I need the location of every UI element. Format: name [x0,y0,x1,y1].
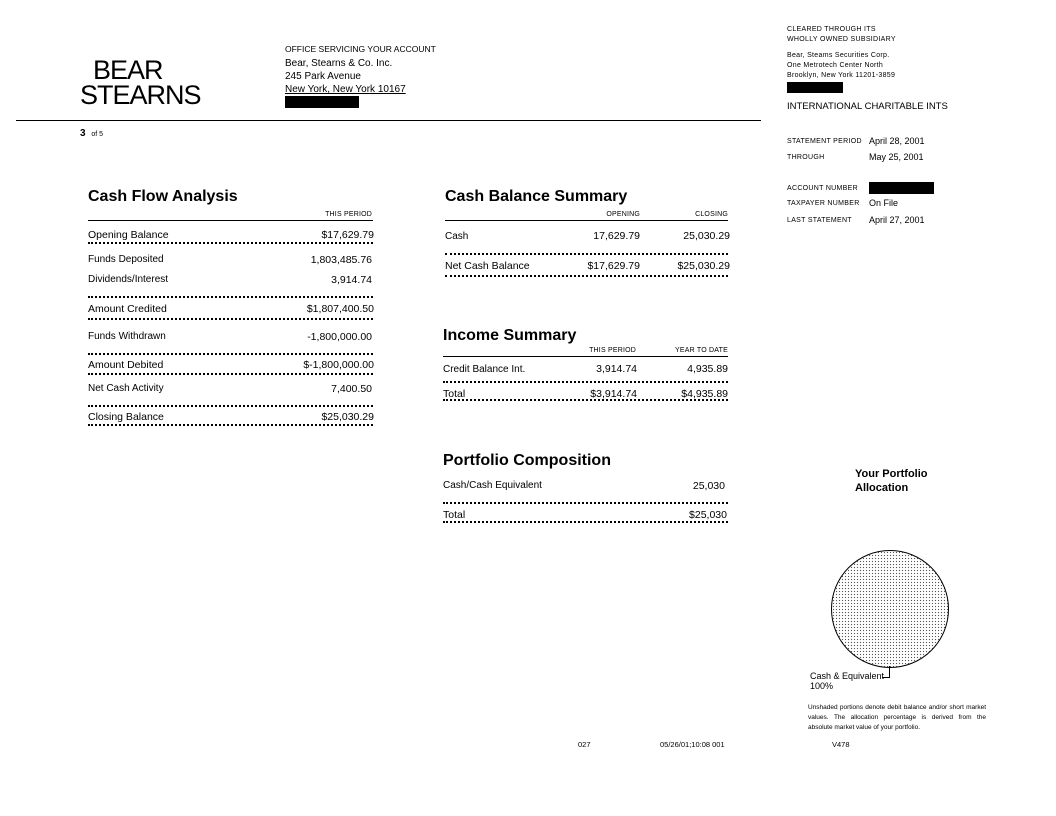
dotted-rule [88,405,373,407]
dotted-rule [445,275,728,277]
clearing-info [787,25,896,93]
page-indicator [80,128,103,139]
dotted-rule [443,502,728,504]
footer-code: 027 [578,740,591,749]
portfolio-total-label: Total [443,509,466,521]
cash-flow-title: Cash Flow Analysis [88,188,238,205]
credit-balance-int-label: Credit Balance Int. [443,364,526,375]
statement-period-label: STATEMENT PERIOD [787,138,862,145]
cash-balance-title: Cash Balance Summary [445,188,628,205]
dotted-rule [88,373,373,375]
net-cash-activity-label: Net Cash Activity [88,383,164,394]
funds-deposited-label: Funds Deposited [88,254,164,265]
page-number: 3 [80,128,86,139]
cash-balance-col-opening: OPENING [606,211,640,218]
amount-credited-label: Amount Credited [88,303,167,315]
pie-slice-name: Cash & Equivalent [810,671,885,681]
cash-equivalent-value: 25,030 [692,480,725,492]
office-city: New York, New York 10167 [285,84,406,95]
cash-balance-rule [445,220,728,221]
office-heading: OFFICE SERVICING YOUR ACCOUNT [285,44,436,54]
through-value: May 25, 2001 [869,152,924,162]
logo-line-2: STEARNS [80,80,201,110]
dotted-rule [443,381,728,383]
amount-debited-value: $-1,800,000.00 [303,359,374,371]
clearing-line-2: WHOLLY OWNED SUBSIDIARY [787,36,896,43]
opening-balance-label: Opening Balance [88,229,169,241]
amount-debited-label: Amount Debited [88,359,164,371]
net-cash-opening-value: $17,629.79 [587,260,640,272]
dividends-label: Dividends/Interest [88,274,169,285]
taxpayer-value: On File [869,198,899,208]
cash-flow-col-header: THIS PERIOD [325,211,372,218]
portfolio-composition-title: Portfolio Composition [443,452,611,469]
closing-balance-label: Closing Balance [88,411,164,423]
footer-ref: V478 [832,740,850,749]
credit-balance-int-period: 3,914.74 [596,363,637,375]
dotted-rule [88,353,373,355]
through-label: THROUGH [787,154,825,161]
income-col-ytd: YEAR TO DATE [675,347,728,354]
funds-withdrawn-label: Funds Withdrawn [88,331,166,342]
page-total: of 5 [91,131,104,138]
last-statement-label: LAST STATEMENT [787,217,852,224]
clearing-line-1: CLEARED THROUGH ITS [787,26,876,33]
allocation-pie-chart [831,550,949,668]
last-statement-value: April 27, 2001 [869,215,925,225]
logo-line-1: BEAR [93,55,163,85]
cash-opening-value: 17,629.79 [593,230,640,242]
office-street: 245 Park Avenue [285,71,361,82]
dividends-value: 3,914.74 [331,274,372,286]
cash-label: Cash [445,231,469,242]
income-col-this-period: THIS PERIOD [589,347,636,354]
statement-period-value: April 28, 2001 [869,136,925,146]
net-cash-closing-value: $25,030.29 [677,260,730,272]
account-name: INTERNATIONAL CHARITABLE INTS [787,101,948,112]
dotted-rule [88,318,373,320]
net-cash-activity-value: 7,400.50 [331,383,372,395]
account-number-redaction [869,182,934,194]
office-name: Bear, Stearns & Co. Inc. [285,58,393,69]
funds-deposited-value: 1,803,485.76 [310,254,372,266]
dotted-rule [443,521,728,523]
redaction-bar [285,96,359,108]
closing-balance-value: $25,030.29 [321,411,374,423]
funds-withdrawn-value: -1,800,000.00 [307,331,372,343]
net-cash-balance-label: Net Cash Balance [445,260,530,272]
bear-stearns-logo [80,55,201,110]
taxpayer-label: TAXPAYER NUMBER [787,200,860,207]
office-address [285,44,436,108]
income-rule [443,356,728,357]
allocation-title-line-2: Allocation [855,482,909,494]
income-total-ytd: $4,935.89 [681,388,728,400]
credit-balance-int-ytd: 4,935.89 [687,363,728,375]
dotted-rule [445,253,728,255]
income-summary-title: Income Summary [443,327,577,344]
pie-slice-percent: 100% [810,681,834,691]
amount-credited-value: $1,807,400.50 [306,303,374,315]
clearing-name: Bear, Steams Securities Corp. [787,52,890,59]
cash-equivalent-label: Cash/Cash Equivalent [443,480,542,491]
dotted-rule [88,242,373,244]
cash-closing-value: 25,030.29 [683,230,730,242]
dotted-rule [88,424,373,426]
footer-timestamp: 05/26/01;10:08 001 [660,740,725,749]
portfolio-total-value: $25,030 [689,509,727,521]
clearing-city: Brooklyn, New York 11201-3859 [787,72,896,79]
redaction-bar [787,82,843,93]
income-total-period: $3,914.74 [590,388,637,400]
dotted-rule [88,296,373,298]
pie-slice-label [810,671,884,691]
cash-balance-col-closing: CLOSING [695,211,728,218]
allocation-title [855,467,928,495]
allocation-note: Unshaded portions denote debit balance and/or short market values. The allocation percentage is derived from the absolute market value of your portfolio. [808,704,986,731]
allocation-title-line-1: Your Portfolio [855,468,928,480]
clearing-street: One Metrotech Center North [787,62,884,69]
account-number-label: ACCOUNT NUMBER [787,185,858,192]
income-total-label: Total [443,388,466,400]
opening-balance-value: $17,629.79 [321,229,374,241]
cash-flow-rule [88,220,373,221]
dotted-rule [443,399,728,401]
header-divider [16,120,761,121]
